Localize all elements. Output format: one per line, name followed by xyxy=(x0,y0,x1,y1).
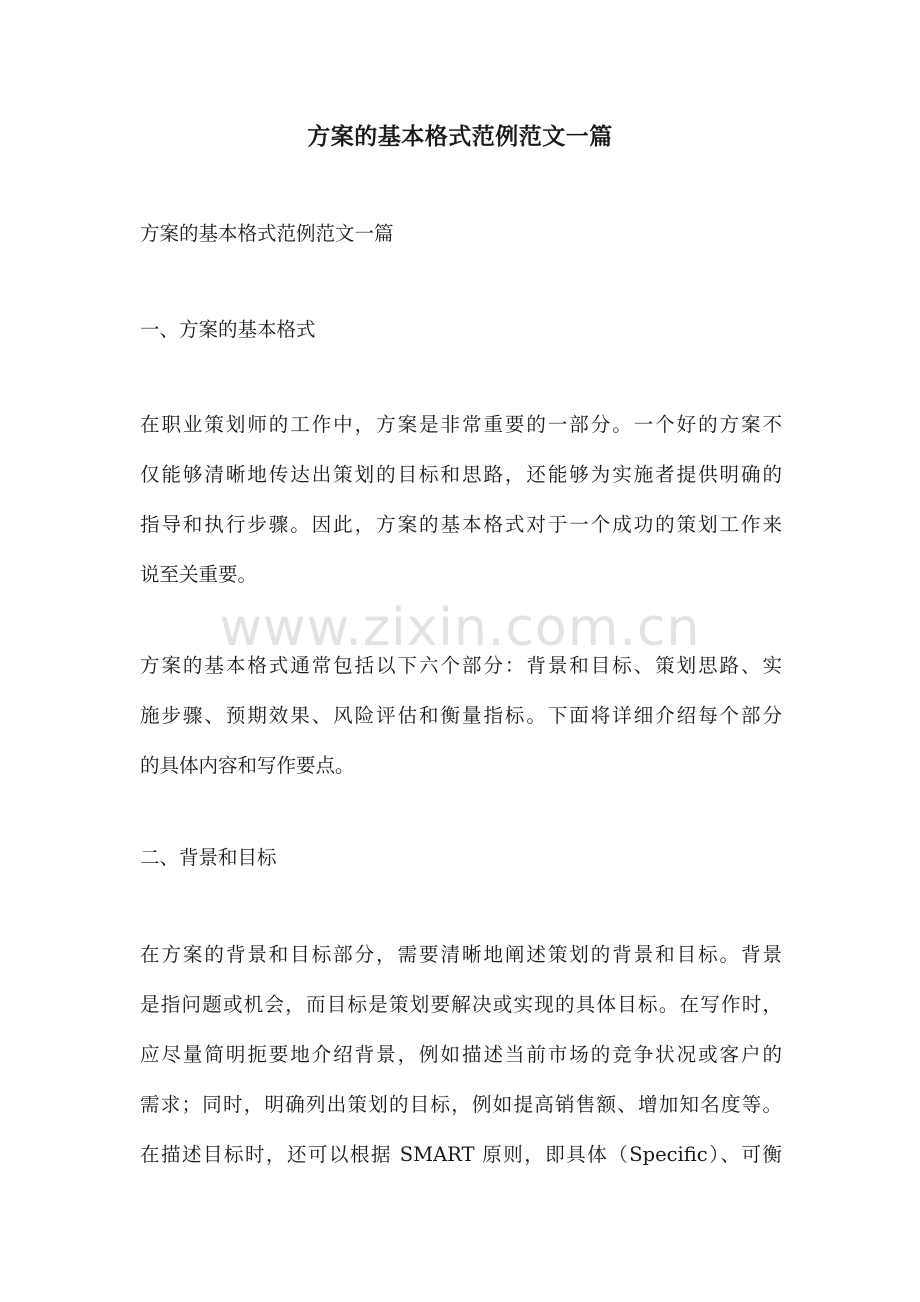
paragraph-line: 在职业策划师的工作中，方案是非常重要的一部分。一个好的方案不 xyxy=(140,413,782,436)
paragraph-line: 仅能够清晰地传达出策划的目标和思路，还能够为实施者提供明确的 xyxy=(140,463,782,486)
document-subtitle: 方案的基本格式范例范文一篇 xyxy=(140,222,394,245)
paragraph-2 xyxy=(140,651,782,801)
watermark: www.zixin.com.cn xyxy=(219,598,701,658)
paragraph-line: 在方案的背景和目标部分，需要清晰地阐述策划的背景和目标。背景 xyxy=(140,943,782,966)
paragraph-line: 在描述目标时，还可以根据 SMART 原则，即具体（Specific）、可衡 xyxy=(140,1143,782,1166)
paragraph-line: 指导和执行步骤。因此，方案的基本格式对于一个成功的策划工作来 xyxy=(140,513,782,536)
section-heading-1: 一、方案的基本格式 xyxy=(140,318,316,341)
paragraph-line: 施步骤、预期效果、风险评估和衡量指标。下面将详细介绍每个部分 xyxy=(140,704,782,727)
paragraph-line: 需求；同时，明确列出策划的目标，例如提高销售额、增加知名度等。 xyxy=(140,1093,782,1116)
paragraph-1 xyxy=(140,410,782,610)
paragraph-line: 方案的基本格式通常包括以下六个部分：背景和目标、策划思路、实 xyxy=(140,654,782,677)
paragraph-line: 是指问题或机会，而目标是策划要解决或实现的具体目标。在写作时， xyxy=(140,993,782,1016)
paragraph-line: 说至关重要。 xyxy=(140,563,258,586)
section-heading-2: 二、背景和目标 xyxy=(140,846,277,869)
paragraph-3 xyxy=(140,940,782,1190)
document-title: 方案的基本格式范例范文一篇 xyxy=(307,123,613,150)
paragraph-line: 的具体内容和写作要点。 xyxy=(140,754,355,777)
paragraph-line: 应尽量简明扼要地介绍背景，例如描述当前市场的竞争状况或客户的 xyxy=(140,1043,782,1066)
